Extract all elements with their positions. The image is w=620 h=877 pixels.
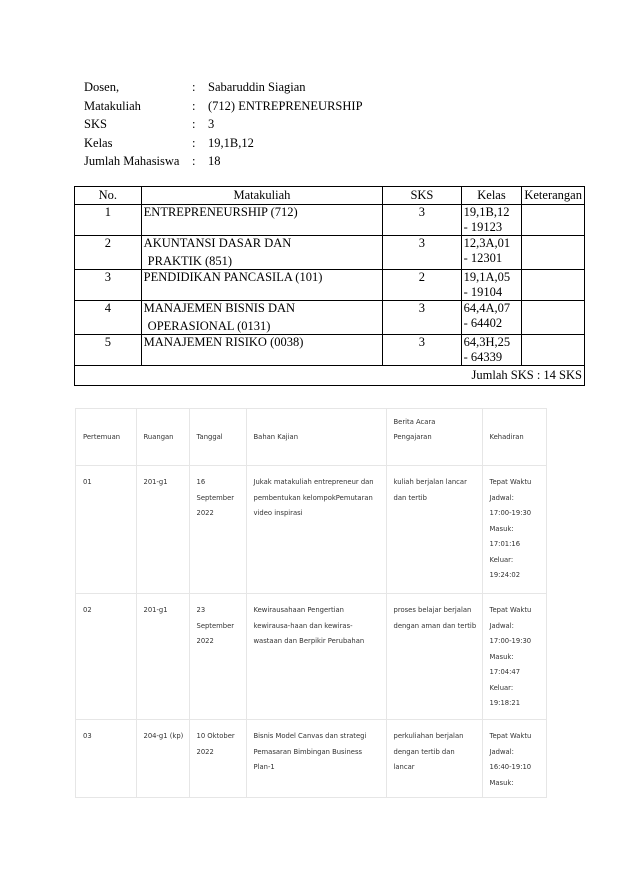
info-row-kelas <box>84 134 363 153</box>
checkin-label: Masuk: <box>489 778 514 787</box>
kelas-line2: - 64339 <box>463 350 503 364</box>
cell-kelas <box>461 335 522 366</box>
info-value: 19,1B,12 <box>208 135 254 150</box>
info-row-matakuliah <box>84 97 363 116</box>
schedule-value: 17:00-19:30 <box>489 637 532 645</box>
col-header-sks: SKS <box>383 187 461 205</box>
checkout-label: Keluar: <box>489 683 514 692</box>
table-row <box>75 236 585 270</box>
attendance-status: Tepat Waktu <box>489 606 532 614</box>
schedule-value: 16:40-19:10 <box>489 763 532 771</box>
info-row-sks <box>84 115 363 134</box>
cell-matakuliah <box>141 205 383 236</box>
course-name-line2: PRAKTIK (851) <box>147 254 233 268</box>
cell-kelas <box>461 270 522 301</box>
cell-tanggal: 23 September 2022 <box>189 594 246 720</box>
checkout-value: 19:18:21 <box>489 699 521 707</box>
cell-ruangan: 204-g1 (kp) <box>136 720 189 799</box>
schedule-label: Jadwal: <box>489 621 514 630</box>
col-header-no: No. <box>75 187 142 205</box>
course-name: AKUNTANSI DASAR DAN <box>143 236 292 250</box>
info-row-jumlah <box>84 152 363 171</box>
info-label: Jumlah Mahasiswa <box>84 154 180 168</box>
total-sks: Jumlah SKS : 14 SKS <box>75 366 585 386</box>
cell-matakuliah <box>141 236 383 270</box>
table-row <box>76 720 546 799</box>
col-header-kelas: Kelas <box>461 187 522 205</box>
kelas-line1: 64,3H,25 <box>463 335 511 349</box>
kelas-line2: - 64402 <box>463 316 503 330</box>
kelas-line2: - 19123 <box>463 220 503 234</box>
info-sep: : <box>192 98 196 113</box>
cell-sks: 3 <box>383 335 461 366</box>
cell-kelas <box>461 236 522 270</box>
cell-kelas <box>461 205 522 236</box>
cell-tanggal: 10 Oktober 2022 <box>189 720 246 799</box>
info-sep: : <box>192 117 196 131</box>
info-label: Matakuliah <box>84 98 141 113</box>
meeting-log-table <box>76 409 546 798</box>
cell-pertemuan: 02 <box>76 594 136 720</box>
cell-berita-acara: perkuliahan berjalan dengan tertib dan lancar <box>386 720 482 799</box>
cell-tanggal: 16 September 2022 <box>189 466 246 594</box>
total-row <box>75 366 585 386</box>
col-header-keterangan: Keterangan <box>522 187 585 205</box>
table-row <box>76 594 546 720</box>
table-row <box>75 270 585 301</box>
checkout-label: Keluar: <box>489 555 514 564</box>
cell-no: 3 <box>75 270 142 301</box>
meeting-header <box>76 409 546 466</box>
attendance-status: Tepat Waktu <box>489 732 532 740</box>
cell-no: 5 <box>75 335 142 366</box>
course-name-line2: OPERASIONAL (0131) <box>147 319 271 333</box>
schedule-value: 17:00-19:30 <box>489 509 532 517</box>
cell-keterangan <box>522 205 585 236</box>
col-header-ruangan: Ruangan <box>136 409 189 466</box>
info-value: (712) ENTREPRENEURSHIP <box>208 98 363 113</box>
cell-keterangan <box>522 236 585 270</box>
col-header-matakuliah: Matakuliah <box>141 187 383 205</box>
berita-line2: Pengajaran <box>393 433 432 441</box>
cell-kelas <box>461 301 522 335</box>
course-table <box>74 186 585 386</box>
course-table-header <box>75 187 585 205</box>
checkout-value: 19:24:02 <box>489 571 521 579</box>
cell-sks: 3 <box>383 236 461 270</box>
checkin-label: Masuk: <box>489 524 514 533</box>
cell-no: 4 <box>75 301 142 335</box>
table-row <box>75 205 585 236</box>
cell-keterangan <box>522 301 585 335</box>
course-name: MANAJEMEN RISIKO (0038) <box>143 335 304 349</box>
cell-no: 2 <box>75 236 142 270</box>
info-sep: : <box>192 154 196 168</box>
cell-sks: 2 <box>383 270 461 301</box>
info-value: 3 <box>208 117 215 131</box>
cell-kehadiran <box>482 720 546 799</box>
course-name: ENTREPRENEURSHIP (712) <box>143 205 298 219</box>
schedule-label: Jadwal: <box>489 493 514 502</box>
cell-bahan-kajian: Jukak matakuliah entrepreneur dan pembentukan kelompokPemutaran video inspirasi <box>246 466 386 594</box>
kelas-line1: 19,1B,12 <box>463 205 510 219</box>
cell-sks: 3 <box>383 205 461 236</box>
col-header-kehadiran: Kehadiran <box>482 409 546 466</box>
cell-kehadiran <box>482 594 546 720</box>
table-row <box>75 335 585 366</box>
checkin-value: 17:01:16 <box>489 540 521 548</box>
cell-matakuliah <box>141 270 383 301</box>
cell-berita-acara: kuliah berjalan lancar dan tertib <box>386 466 482 594</box>
col-header-berita-acara <box>386 409 482 466</box>
cell-kehadiran <box>482 466 546 594</box>
checkin-value: 17:04:47 <box>489 668 521 676</box>
kelas-line2: - 19104 <box>463 285 503 299</box>
info-value: 18 <box>208 154 221 168</box>
cell-no: 1 <box>75 205 142 236</box>
berita-line1: Berita Acara <box>393 418 436 426</box>
kelas-line2: - 12301 <box>463 251 503 265</box>
info-sep: : <box>192 80 196 94</box>
cell-bahan-kajian: Bisnis Model Canvas dan strategi Pemasaran Bimbingan Business Plan-1 <box>246 720 386 799</box>
kelas-line1: 12,3A,01 <box>463 236 511 250</box>
cell-keterangan <box>522 270 585 301</box>
lecturer-info <box>84 78 363 171</box>
attendance-status: Tepat Waktu <box>489 478 532 486</box>
col-header-pertemuan: Pertemuan <box>76 409 136 466</box>
col-header-bahan-kajian: Bahan Kajian <box>246 409 386 466</box>
cell-matakuliah <box>141 335 383 366</box>
table-row <box>75 301 585 335</box>
cell-keterangan <box>522 335 585 366</box>
cell-matakuliah <box>141 301 383 335</box>
info-label: Kelas <box>84 135 113 150</box>
cell-ruangan: 201-g1 <box>136 594 189 720</box>
kelas-line1: 64,4A,07 <box>463 301 511 315</box>
cell-berita-acara: proses belajar berjalan dengan aman dan tertib <box>386 594 482 720</box>
cell-sks: 3 <box>383 301 461 335</box>
course-name: PENDIDIKAN PANCASILA (101) <box>143 270 323 284</box>
meeting-log-panel <box>75 408 547 798</box>
schedule-label: Jadwal: <box>489 747 514 756</box>
checkin-label: Masuk: <box>489 652 514 661</box>
info-sep: : <box>192 135 196 150</box>
cell-bahan-kajian: Kewirausahaan Pengertian kewirausa-haan dan kewiras-wastaan dan Berpikir Perubahan <box>246 594 386 720</box>
info-value: Sabaruddin Siagian <box>208 80 306 94</box>
course-name: MANAJEMEN BISNIS DAN <box>143 301 296 315</box>
col-header-tanggal: Tanggal <box>189 409 246 466</box>
cell-ruangan: 201-g1 <box>136 466 189 594</box>
cell-pertemuan: 01 <box>76 466 136 594</box>
table-row <box>76 466 546 594</box>
info-row-dosen <box>84 78 363 97</box>
kelas-line1: 19,1A,05 <box>463 270 511 284</box>
info-label: Dosen, <box>84 80 120 94</box>
info-label: SKS <box>84 117 107 131</box>
cell-pertemuan: 03 <box>76 720 136 799</box>
